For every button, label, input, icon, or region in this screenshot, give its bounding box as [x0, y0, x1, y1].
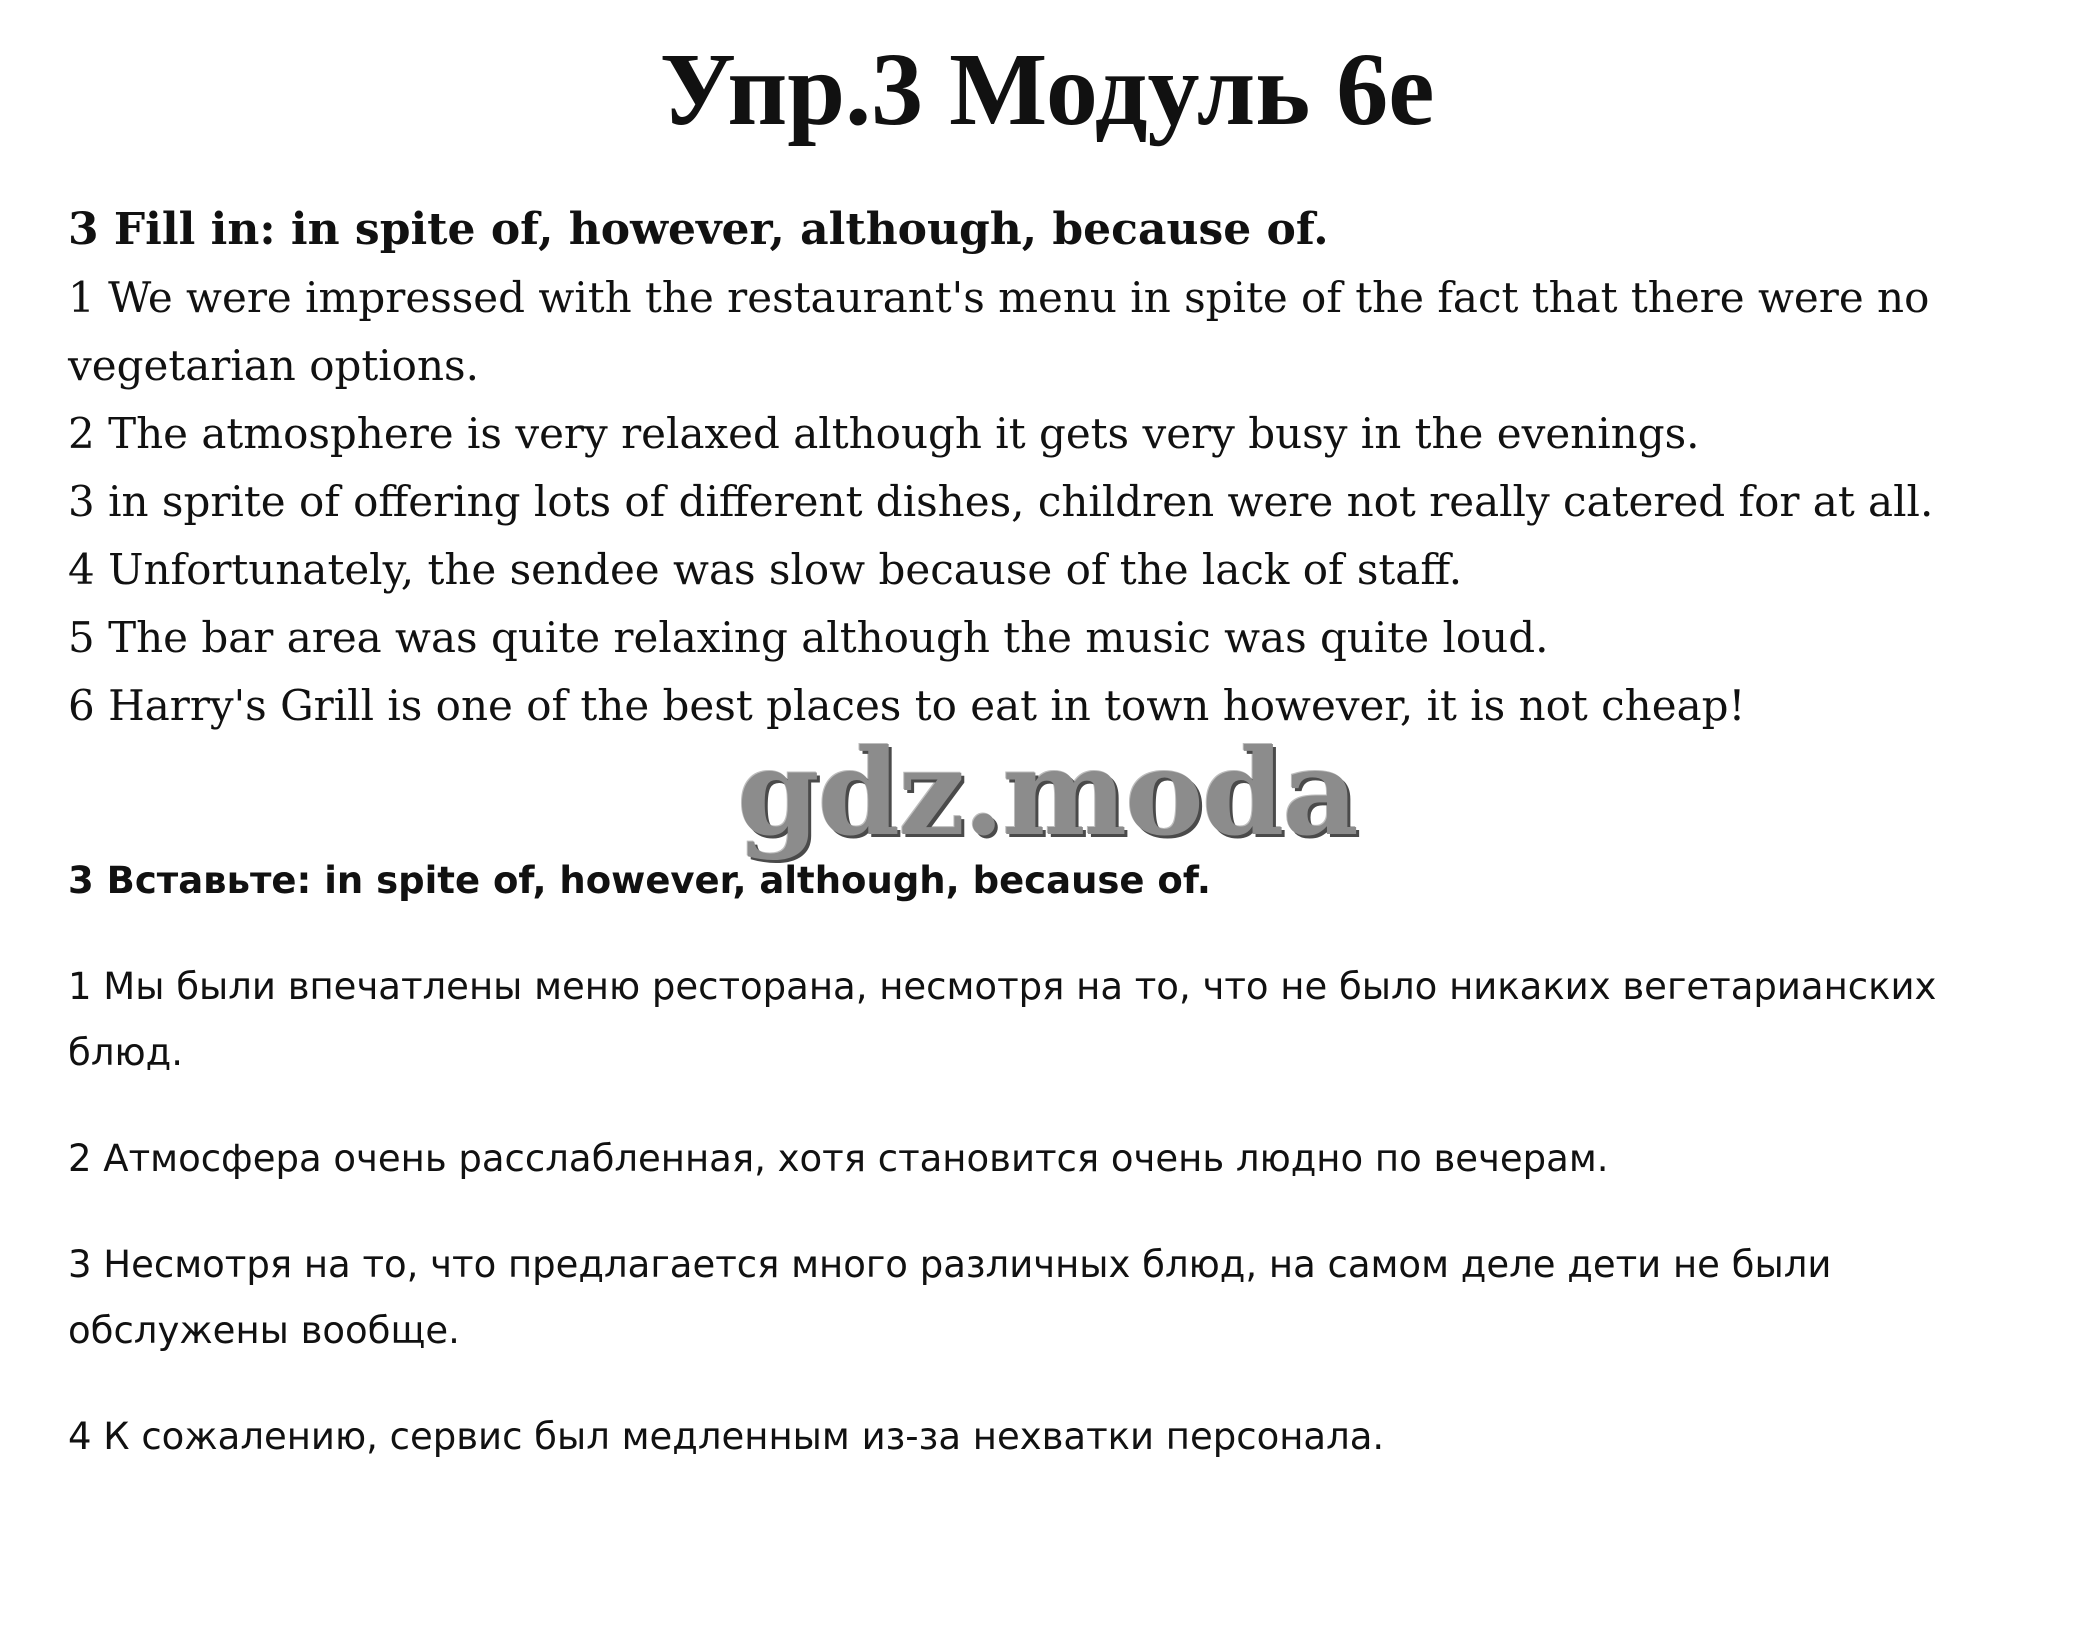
english-sentence-4: 4 Unfortunately, the sendee was slow because of the lack of staff.	[68, 545, 1463, 594]
english-exercise-heading: 3 Fill in: in spite of, however, although, because of.	[68, 204, 1329, 255]
russian-exercise-heading: 3 Вставьте: in spite of, however, although, because of.	[68, 859, 1211, 902]
russian-sentence-4: 4 К сожалению, сервис был медленным из-за нехватки персонала.	[68, 1415, 1385, 1458]
english-sentence-6: 6 Harry's Grill is one of the best places to eat in town however, it is not cheap!	[68, 681, 1746, 730]
russian-sentence-1: 1 Мы были впечатлены меню ресторана, несмотря на то, что не было никаких вегетарианских блюд.	[68, 965, 1937, 1074]
russian-sentence-3: 3 Несмотря на то, что предлагается много различных блюд, на самом деле дети не были обслужены вообще.	[68, 1243, 1832, 1352]
english-sentence-2: 2 The atmosphere is very relaxed although it gets very busy in the evenings.	[68, 409, 1700, 458]
english-sentence-1: 1 We were impressed with the restaurant's menu in spite of the fact that there were no vegetarian options.	[68, 273, 1930, 390]
page-title: Упр.3 Модуль 6е	[659, 32, 1435, 147]
russian-sentence-2: 2 Атмосфера очень расслабленная, хотя становится очень людно по вечерам.	[68, 1137, 1609, 1180]
english-sentence-3: 3 in sprite of offering lots of different dishes, children were not really catered for at all.	[68, 477, 1934, 526]
english-exercise	[68, 196, 2028, 740]
russian-translation	[68, 848, 2028, 1510]
english-sentence-5: 5 The bar area was quite relaxing although the music was quite loud.	[68, 613, 1549, 662]
watermark-logo: gdz.moda	[737, 723, 1357, 862]
